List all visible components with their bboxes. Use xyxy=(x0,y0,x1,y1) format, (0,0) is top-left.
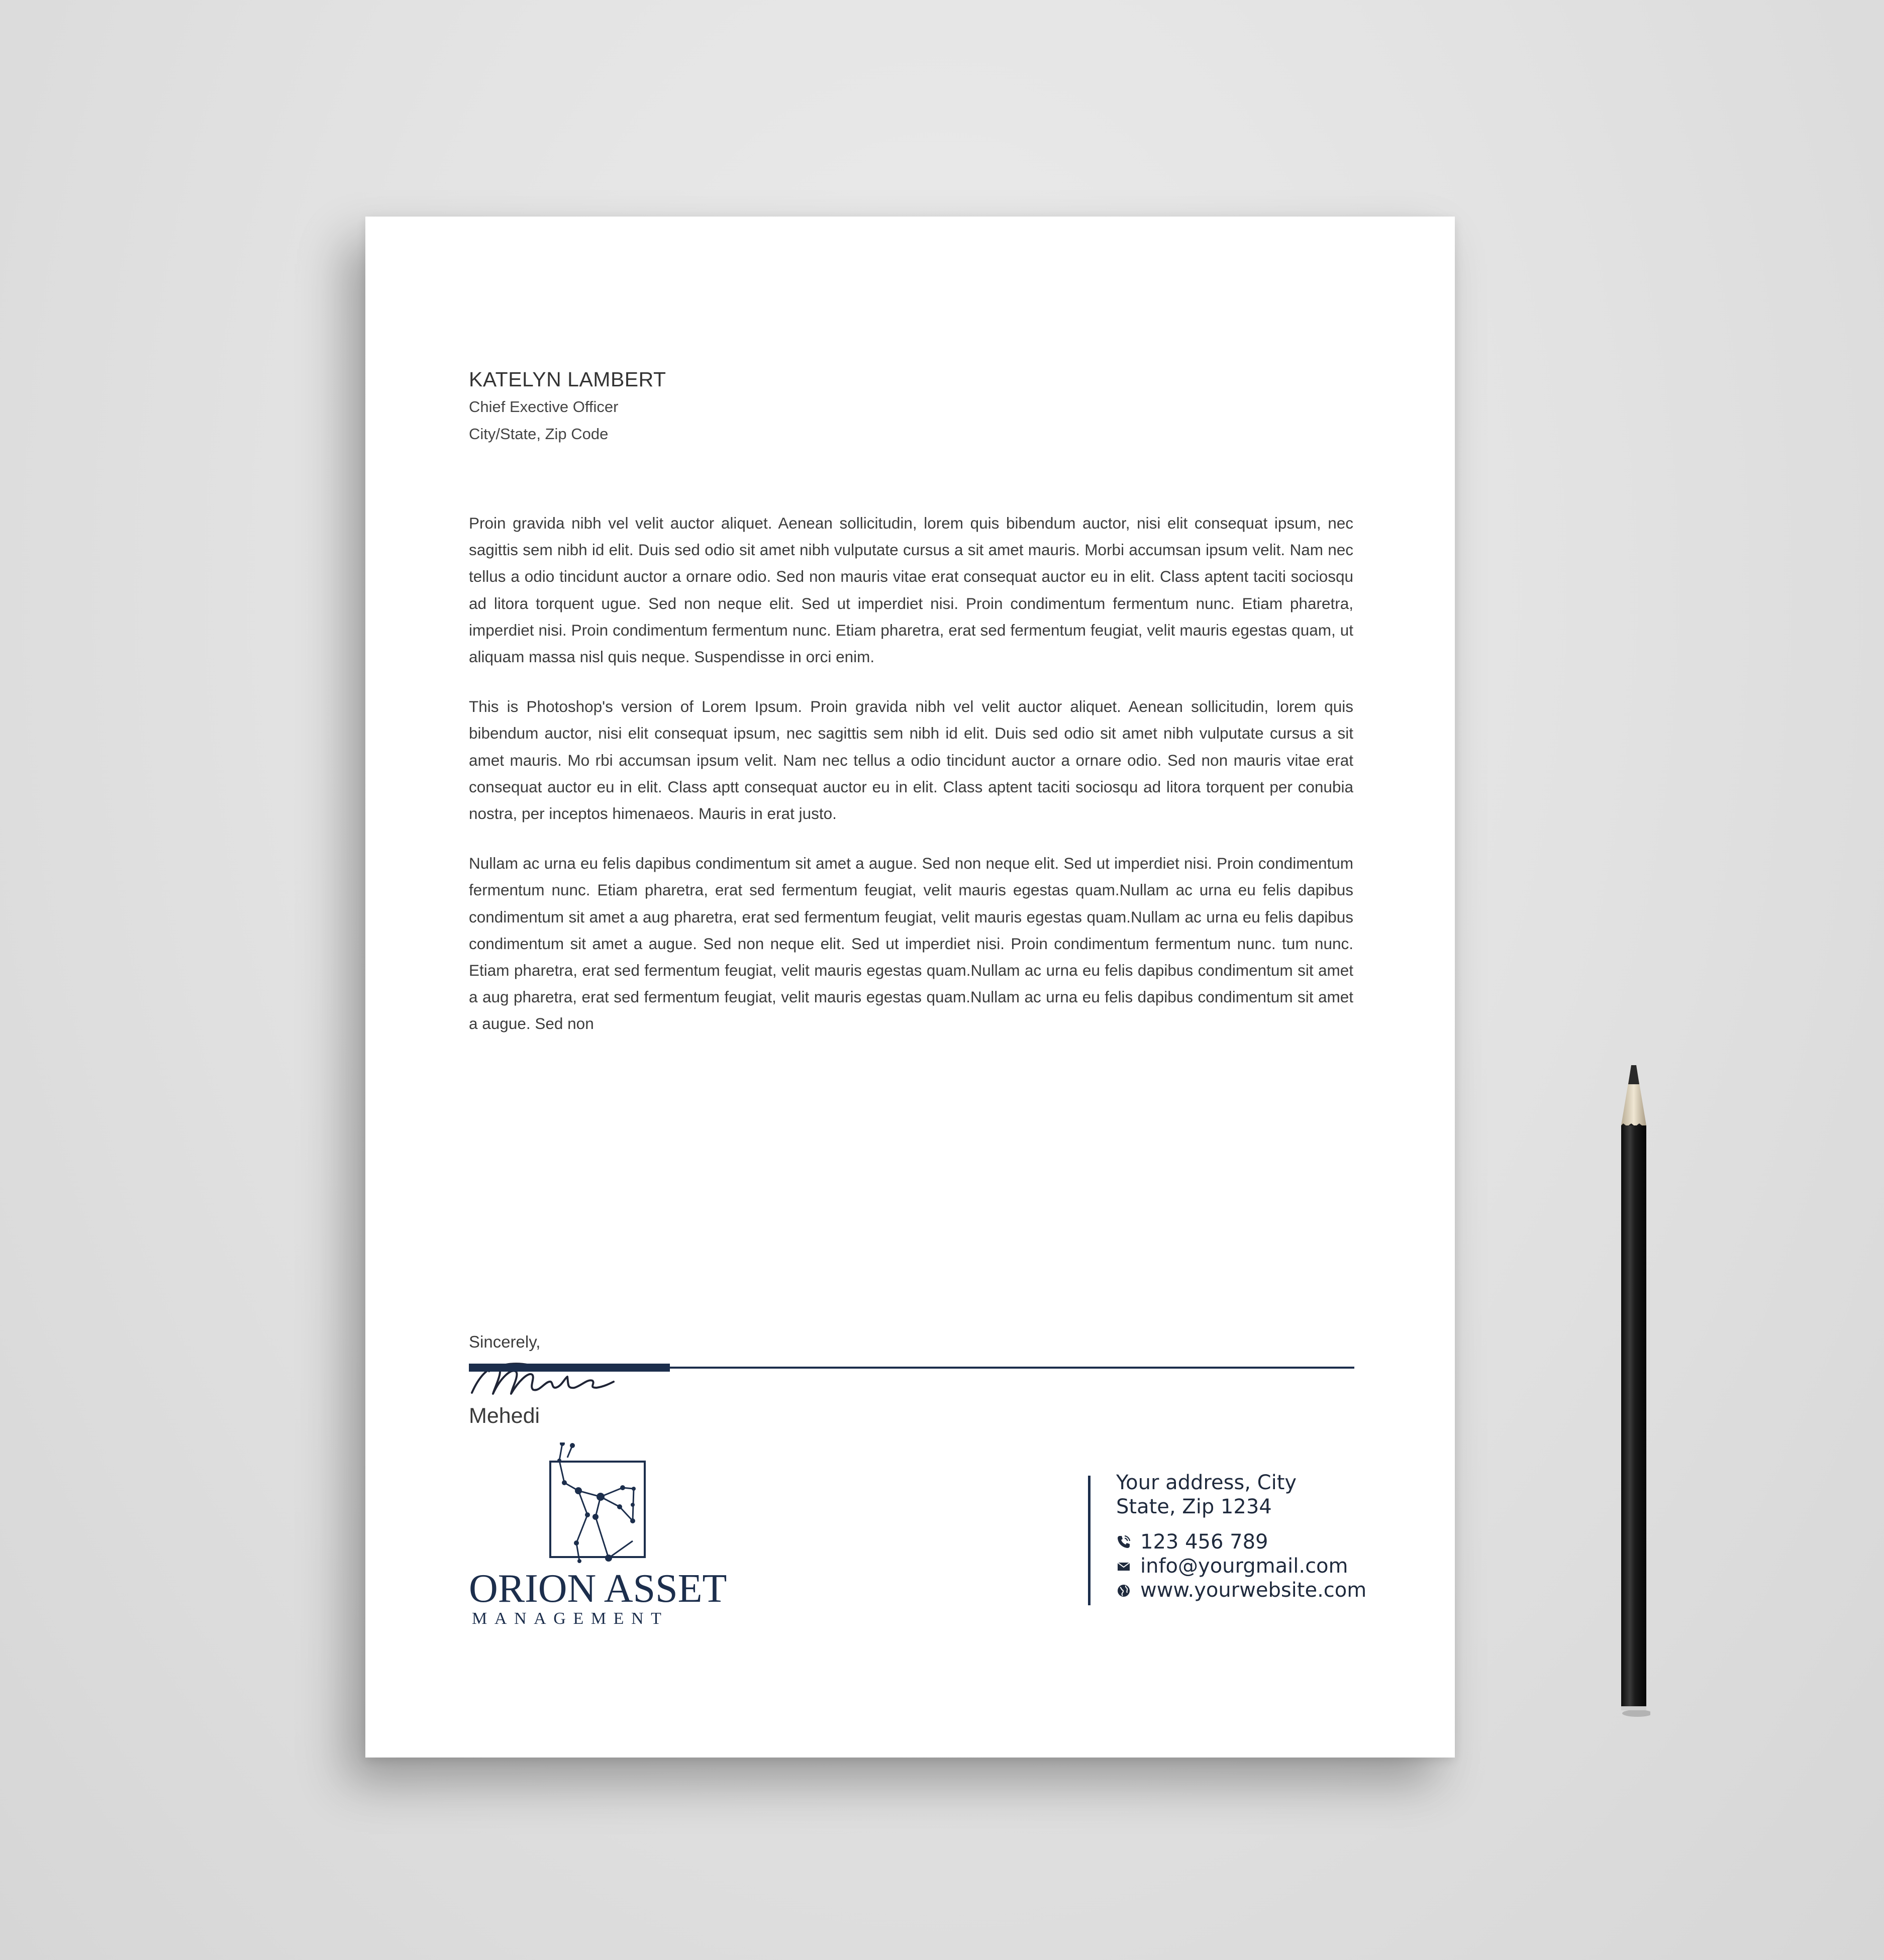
closing-block xyxy=(469,1329,615,1430)
address-line-2: State, Zip 1234 xyxy=(1116,1495,1272,1518)
recipient-location: City/State, Zip Code xyxy=(469,425,609,443)
body-paragraph-3: Nullam ac urna eu felis dapibus condimentum sit amet a augue. Sed non neque elit. Sed ut imperdiet nisi. Proin condimentum fermentum nunc. Etiam pharetra, erat sed fermentum feugiat, velit mauris egestas quam.Nullam ac urna eu felis dapibus condimentum sit amet a aug pharetra, erat sed fermentum feugiat, velit mauris egestas quam.Nullam ac urna eu felis dapibus condimentum sit amet a augue. Sed non neque elit. Sed ut imperdiet nisi. Proin condimentum fermentum nunc. tum nunc. Etiam pharetra, erat sed fermentum feugiat, velit mauris egestas quam.Nullam ac urna eu felis dapibus condimentum sit amet a aug pharetra, erat sed fermentum feugiat, velit mauris egestas quam.Nullam ac urna eu felis dapibus condimentum sit amet a augue. Sed non xyxy=(469,854,1353,1033)
website-url: www.yourwebsite.com xyxy=(1140,1579,1367,1602)
constellation-logo-icon xyxy=(544,1442,655,1568)
signer-name: Mehedi xyxy=(469,1404,540,1428)
contact-vertical-bar xyxy=(1088,1476,1090,1605)
footer-divider-accent xyxy=(469,1364,670,1372)
contact-website xyxy=(1116,1578,1366,1602)
phone-icon xyxy=(1116,1534,1131,1550)
recipient-block xyxy=(469,365,666,448)
letterhead-page xyxy=(365,217,1455,1758)
logo-tagline: MANAGEMENT xyxy=(472,1609,669,1628)
pencil-icon xyxy=(1617,1065,1650,1718)
email-address: info@yourgmail.com xyxy=(1140,1555,1348,1578)
address-line-1: Your address, City xyxy=(1116,1471,1297,1494)
body-paragraph-1: Proin gravida nibh vel velit auctor aliquet. Aenean sollicitudin, lorem quis bibendum auctor, nisi elit consequat ipsum, nec sagittis sem nibh id elit. Duis sed odio sit amet nibh vulputate cursus a sit amet mauris. Morbi accumsan ipsum velit. Nam nec tellus a odio tincidunt auctor a ornare odio. Sed non mauris vitae erat consequat auctor eu in elit. Class aptent taciti sociosqu ad litora torquent ugue. Sed non neque elit. Sed ut imperdiet nisi. Proin condimentum fermentum nunc. Etiam pharetra, imperdiet nisi. Proin condimentum fermentum nunc. Etiam pharetra, erat sed fermentum feugiat, velit mauris egestas quam, ut aliquam massa nisl quis neque. Suspendisse in orci enim. xyxy=(469,514,1353,666)
recipient-title: Chief Exective Officer xyxy=(469,398,619,416)
phone-number: 123 456 789 xyxy=(1140,1530,1268,1554)
contact-block xyxy=(1116,1471,1366,1602)
body-paragraph-2: This is Photoshop's version of Lorem Ipsum. Proin gravida nibh vel velit auctor aliquet. Aenean sollicitudin, lorem quis bibendum auctor, nisi elit consequat ipsum, nec sagittis sem nibh id elit. Duis sed odio sit amet nibh vulputate cursus a sit amet mauris. Mo rbi accumsan ipsum velit. Nam nec tellus a odio tincidunt auctor a ornare odio. Sed non mauris vitae erat consequat auctor eu in elit. Class aptt consequat auctor eu in elit. Class aptent taciti sociosqu ad litora torquent per conubia nostra, per inceptos himenaeos. Mauris in erat justo. xyxy=(469,697,1353,823)
company-logo xyxy=(469,1442,730,1654)
letter-body xyxy=(469,510,1353,1061)
contact-email xyxy=(1116,1554,1366,1578)
contact-phone xyxy=(1116,1530,1366,1554)
envelope-icon xyxy=(1116,1559,1131,1574)
recipient-name: KATELYN LAMBERT xyxy=(469,368,666,391)
salutation: Sincerely, xyxy=(469,1332,541,1351)
globe-icon xyxy=(1116,1583,1131,1598)
logo-company-name: ORION ASSET xyxy=(469,1567,727,1611)
